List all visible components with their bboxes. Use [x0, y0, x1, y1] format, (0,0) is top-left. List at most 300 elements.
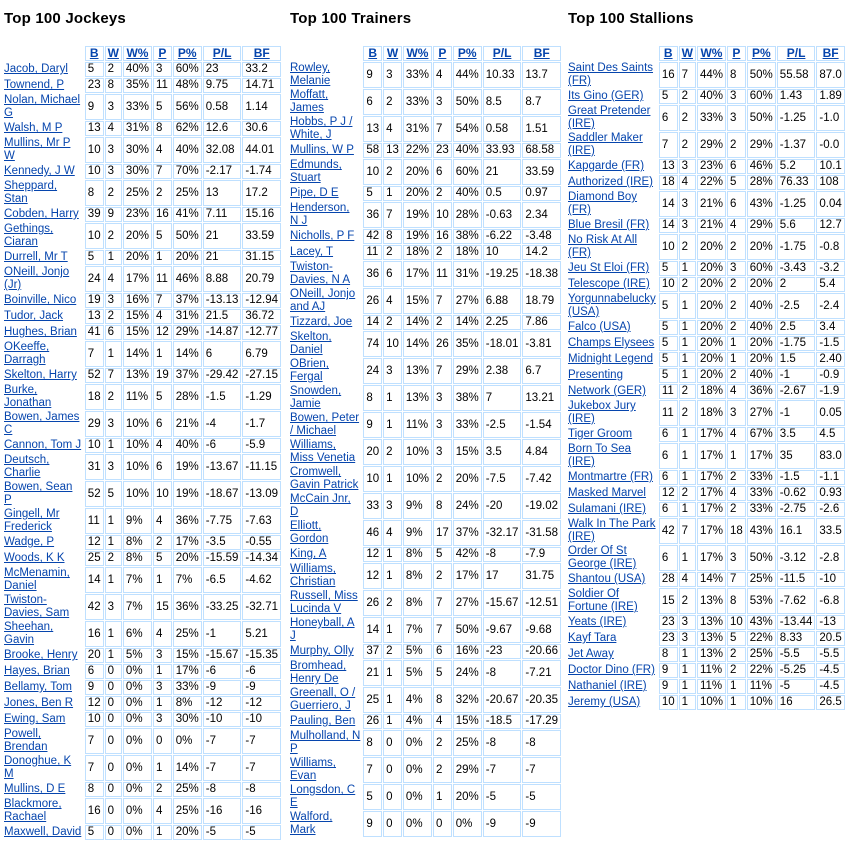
- b-cell: 6: [363, 89, 382, 115]
- profile-link[interactable]: Elliott, Gordon: [290, 520, 329, 545]
- profile-link[interactable]: Kapgarde (FR): [568, 160, 645, 172]
- profile-link[interactable]: Walk In The Park (IRE): [568, 518, 656, 543]
- sort-profit-loss-header[interactable]: P/L: [483, 46, 522, 61]
- sort-bf-header[interactable]: BF: [522, 46, 561, 61]
- profile-link[interactable]: Powell, Brendan: [4, 728, 48, 753]
- table-row: [1, 325, 281, 340]
- bf-cell: -5.5: [816, 647, 844, 662]
- name-cell: [287, 62, 362, 88]
- profile-link[interactable]: Diamond Boy (FR): [568, 191, 638, 216]
- profile-link[interactable]: Walsh, M P: [4, 122, 63, 134]
- win-pct-cell: 19%: [403, 229, 432, 244]
- place-pct-cell: 24%: [453, 493, 482, 519]
- table-row: [565, 159, 845, 174]
- profit-loss-cell: -9: [483, 811, 522, 837]
- bf-cell: 13.7: [522, 62, 561, 88]
- profile-link[interactable]: Great Pretender (IRE): [568, 105, 651, 130]
- place-pct-cell: 14%: [173, 341, 202, 367]
- p-cell: 7: [153, 164, 172, 179]
- profile-link[interactable]: Yorgunnabelucky (USA): [568, 293, 656, 318]
- profile-link[interactable]: Hobbs, P J / White, J: [290, 116, 353, 141]
- sort-p-header[interactable]: P: [153, 46, 172, 61]
- profile-link[interactable]: King, A: [290, 548, 327, 560]
- profile-link[interactable]: Honeyball, A J: [290, 617, 355, 642]
- profile-link[interactable]: Authorized (IRE): [568, 176, 654, 188]
- b-cell: 14: [363, 315, 382, 330]
- bf-cell: 33.59: [522, 159, 561, 185]
- profile-link[interactable]: Yeats (IRE): [568, 616, 627, 628]
- profile-link[interactable]: Blue Bresil (FR): [568, 219, 650, 231]
- profile-link[interactable]: Brooke, Henry: [4, 649, 78, 661]
- table-row: [1, 755, 281, 781]
- profit-loss-cell: 10: [483, 245, 522, 260]
- sort-place-pct-header[interactable]: P%: [453, 46, 482, 61]
- profit-loss-cell: -0.63: [483, 202, 522, 228]
- profile-link[interactable]: Sulamani (IRE): [568, 503, 646, 515]
- place-pct-cell: 15%: [453, 714, 482, 729]
- name-cell: [287, 159, 362, 185]
- table-row: [287, 784, 561, 810]
- profile-link[interactable]: Williams, Christian: [290, 563, 336, 588]
- profile-link[interactable]: Falco (USA): [568, 321, 631, 333]
- profile-link[interactable]: Masked Marvel: [568, 487, 646, 499]
- profile-link[interactable]: Mulholland, N P: [290, 730, 361, 755]
- profile-link[interactable]: Kayf Tara: [568, 632, 617, 644]
- profile-link[interactable]: Murphy, Olly: [290, 645, 354, 657]
- win-pct-cell: 11%: [697, 679, 726, 694]
- profile-link[interactable]: Blackmore, Rachael: [4, 798, 62, 823]
- sort-place-pct-header[interactable]: P%: [173, 46, 202, 61]
- win-pct-cell: 9%: [403, 520, 432, 546]
- place-pct-cell: 20%: [747, 277, 776, 292]
- b-cell: 8: [363, 730, 382, 756]
- name-cell: [287, 245, 362, 260]
- w-cell: 0: [105, 798, 122, 824]
- profile-link[interactable]: Donoghue, K M: [4, 755, 72, 780]
- p-cell: 2: [433, 466, 452, 492]
- profile-link[interactable]: Kennedy, J W: [4, 165, 75, 177]
- profile-link[interactable]: No Risk At All (FR): [568, 234, 638, 259]
- place-pct-cell: 38%: [453, 229, 482, 244]
- name-cell: [1, 164, 84, 179]
- name-cell: [565, 62, 658, 88]
- profile-link[interactable]: Tizzard, Joe: [290, 316, 353, 328]
- win-pct-cell: 40%: [697, 89, 726, 104]
- w-cell: 9: [105, 207, 122, 222]
- sort-win-pct-header[interactable]: W%: [403, 46, 432, 61]
- profile-link[interactable]: Network (GER): [568, 385, 646, 397]
- table-row: [565, 545, 845, 571]
- name-cell: [1, 368, 84, 383]
- profile-link[interactable]: Greenall, O / Guerriero, J: [290, 687, 356, 712]
- profile-link[interactable]: ONeill, Jonjo (Jr): [4, 266, 70, 291]
- profit-loss-cell: -32.17: [483, 520, 522, 546]
- place-pct-cell: 46%: [173, 266, 202, 292]
- b-cell: 14: [363, 617, 382, 643]
- profile-link[interactable]: Sheehan, Gavin: [4, 621, 54, 646]
- profile-link[interactable]: Bowen, Peter / Michael: [290, 412, 360, 437]
- bf-cell: -1.74: [242, 164, 281, 179]
- profile-link[interactable]: Soldier Of Fortune (IRE): [568, 588, 638, 613]
- name-cell: [1, 755, 84, 781]
- name-cell: [1, 325, 84, 340]
- table-row: [1, 454, 281, 480]
- place-pct-cell: 62%: [173, 121, 202, 136]
- table-row: [565, 572, 845, 587]
- profile-link[interactable]: Jeu St Eloi (FR): [568, 262, 650, 274]
- sort-bf-header[interactable]: BF: [816, 46, 844, 61]
- place-pct-cell: 50%: [453, 617, 482, 643]
- p-cell: 17: [433, 520, 452, 546]
- bf-cell: -13: [816, 615, 844, 630]
- w-cell: 0: [105, 712, 122, 727]
- profile-link[interactable]: Nathaniel (IRE): [568, 680, 647, 692]
- bf-cell: 33.5: [816, 518, 844, 544]
- bf-cell: -31.58: [522, 520, 561, 546]
- panel-title: Top 100 Jockeys: [4, 10, 126, 27]
- table-row: [1, 250, 281, 265]
- place-pct-cell: 33%: [173, 680, 202, 695]
- name-column-header: [565, 46, 658, 61]
- profit-loss-cell: 21: [203, 250, 242, 265]
- profile-link[interactable]: Burke, Jonathan: [4, 384, 52, 409]
- table-row: [1, 481, 281, 507]
- place-pct-cell: 14%: [173, 755, 202, 781]
- profile-link[interactable]: Champs Elysees: [568, 337, 655, 349]
- p-cell: 4: [727, 218, 746, 233]
- b-cell: 6: [659, 443, 678, 469]
- profile-link[interactable]: Its Gino (GER): [568, 90, 644, 102]
- profit-loss-cell: -18.01: [483, 331, 522, 357]
- profile-link[interactable]: Order Of St George (IRE): [568, 545, 637, 570]
- w-cell: 2: [383, 89, 402, 115]
- win-pct-cell: 0%: [123, 712, 152, 727]
- profile-link[interactable]: Jones, Ben R: [4, 697, 74, 709]
- p-cell: 2: [153, 782, 172, 797]
- profit-loss-cell: 55.58: [777, 62, 816, 88]
- profile-link[interactable]: Boinville, Nico: [4, 294, 77, 306]
- table-row: [1, 508, 281, 534]
- win-pct-cell: 33%: [403, 62, 432, 88]
- profile-link[interactable]: Maxwell, David: [4, 826, 82, 838]
- table-row: [1, 293, 281, 308]
- bf-cell: -8: [242, 782, 281, 797]
- profile-link[interactable]: Jukebox Jury (IRE): [568, 400, 636, 425]
- profile-link[interactable]: Mullins, W P: [290, 144, 354, 156]
- p-cell: 2: [153, 180, 172, 206]
- bf-cell: -10: [816, 572, 844, 587]
- profile-link[interactable]: Deutsch, Charlie: [4, 454, 50, 479]
- p-cell: 4: [153, 508, 172, 534]
- sort-b-header[interactable]: B: [363, 46, 382, 61]
- sort-p-header[interactable]: P: [433, 46, 452, 61]
- profile-link[interactable]: Bromhead, Henry De: [290, 660, 347, 685]
- b-cell: 42: [659, 518, 678, 544]
- profile-link[interactable]: Pipe, D E: [290, 187, 339, 199]
- profile-link[interactable]: Bowen, James C: [4, 411, 80, 436]
- profit-loss-cell: -8: [203, 782, 242, 797]
- profile-link[interactable]: Russell, Miss Lucinda V: [290, 590, 358, 615]
- profile-link[interactable]: Bellamy, Tom: [4, 681, 72, 693]
- b-cell: 8: [85, 180, 104, 206]
- b-cell: 11: [659, 384, 678, 399]
- win-pct-cell: 17%: [697, 443, 726, 469]
- w-cell: 4: [383, 288, 402, 314]
- name-cell: [565, 572, 658, 587]
- w-cell: 0: [105, 825, 122, 840]
- profile-link[interactable]: Cannon, Tom J: [4, 439, 82, 451]
- place-pct-cell: 50%: [747, 545, 776, 571]
- b-cell: 24: [85, 266, 104, 292]
- profile-link[interactable]: Henderson, N J: [290, 202, 350, 227]
- place-pct-cell: 25%: [453, 730, 482, 756]
- win-pct-cell: 20%: [123, 250, 152, 265]
- profile-link[interactable]: Mullins, Mr P W: [4, 137, 71, 162]
- profile-link[interactable]: Cromwell, Gavin Patrick: [290, 466, 359, 491]
- place-pct-cell: 25%: [173, 782, 202, 797]
- profile-link[interactable]: Williams, Miss Venetia: [290, 439, 356, 464]
- name-cell: [287, 288, 362, 314]
- profile-link[interactable]: Woods, K K: [4, 552, 65, 564]
- place-pct-cell: 28%: [453, 202, 482, 228]
- profile-link[interactable]: OBrien, Fergal: [290, 358, 329, 383]
- profit-loss-cell: -33.25: [203, 594, 242, 620]
- profile-link[interactable]: Saddler Maker (IRE): [568, 132, 643, 157]
- profile-link[interactable]: Williams, Evan: [290, 757, 336, 782]
- profit-loss-cell: 2.25: [483, 315, 522, 330]
- win-pct-cell: 14%: [403, 315, 432, 330]
- header-row: [287, 46, 561, 61]
- profile-link[interactable]: Sheppard, Stan: [4, 180, 58, 205]
- b-cell: 6: [659, 427, 678, 442]
- b-cell: 20: [363, 439, 382, 465]
- profit-loss-cell: -3.5: [203, 535, 242, 550]
- b-cell: 26: [363, 590, 382, 616]
- b-cell: 10: [659, 234, 678, 260]
- profile-link[interactable]: OKeeffe, Darragh: [4, 341, 50, 366]
- profile-link[interactable]: Twiston-Davies, Sam: [4, 594, 70, 619]
- profile-link[interactable]: Presenting: [568, 369, 623, 381]
- name-cell: [287, 520, 362, 546]
- win-pct-cell: 40%: [123, 62, 152, 77]
- win-pct-cell: 0%: [123, 825, 152, 840]
- profile-link[interactable]: Snowden, Jamie: [290, 385, 342, 410]
- profit-loss-cell: -1.75: [777, 234, 816, 260]
- place-pct-cell: 20%: [173, 250, 202, 265]
- profile-link[interactable]: Hughes, Brian: [4, 326, 77, 338]
- profile-link[interactable]: Durrell, Mr T: [4, 251, 68, 263]
- b-cell: 5: [363, 186, 382, 201]
- place-pct-cell: 43%: [747, 615, 776, 630]
- profile-link[interactable]: McMenamin, Daniel: [4, 567, 70, 592]
- name-cell: [1, 250, 84, 265]
- b-cell: 5: [85, 62, 104, 77]
- profile-link[interactable]: Edmunds, Stuart: [290, 159, 342, 184]
- profile-link[interactable]: Montmartre (FR): [568, 471, 653, 483]
- w-cell: 7: [383, 202, 402, 228]
- profile-link[interactable]: Ewing, Sam: [4, 713, 66, 725]
- p-cell: 11: [433, 261, 452, 287]
- profile-link[interactable]: Midnight Legend: [568, 353, 654, 365]
- table-row: [287, 62, 561, 88]
- profile-link[interactable]: ONeill, Jonjo and AJ: [290, 288, 356, 313]
- place-pct-cell: 29%: [747, 218, 776, 233]
- win-pct-cell: 8%: [403, 563, 432, 589]
- profile-link[interactable]: Mullins, D E: [4, 783, 66, 795]
- w-cell: 1: [679, 679, 696, 694]
- profile-link[interactable]: Longsdon, C E: [290, 784, 356, 809]
- profile-link[interactable]: Skelton, Harry: [4, 369, 77, 381]
- p-cell: 8: [727, 588, 746, 614]
- profile-link[interactable]: Jacob, Daryl: [4, 63, 68, 75]
- name-cell: [287, 412, 362, 438]
- sort-p-header[interactable]: P: [727, 46, 746, 61]
- sort-bf-header[interactable]: BF: [242, 46, 281, 61]
- p-cell: 3: [153, 712, 172, 727]
- profile-link[interactable]: Pauling, Ben: [290, 715, 356, 727]
- b-cell: 31: [85, 454, 104, 480]
- trainers-table: [286, 45, 562, 838]
- w-cell: 1: [105, 438, 122, 453]
- p-cell: 2: [727, 277, 746, 292]
- profit-loss-cell: 35: [777, 443, 816, 469]
- p-cell: 1: [727, 443, 746, 469]
- profile-link[interactable]: Tiger Groom: [568, 428, 633, 440]
- name-cell: [565, 588, 658, 614]
- profile-link[interactable]: McCain Jnr, D: [290, 493, 351, 518]
- bf-cell: -1.54: [522, 412, 561, 438]
- profile-link[interactable]: Hayes, Brian: [4, 665, 70, 677]
- sort-profit-loss-header[interactable]: P/L: [203, 46, 242, 61]
- w-cell: 2: [105, 180, 122, 206]
- place-pct-cell: 27%: [453, 590, 482, 616]
- profit-loss-cell: 32.08: [203, 137, 242, 163]
- place-pct-cell: 30%: [173, 712, 202, 727]
- place-pct-cell: 40%: [453, 186, 482, 201]
- sort-place-pct-header[interactable]: P%: [747, 46, 776, 61]
- sort-w-header[interactable]: W: [679, 46, 696, 61]
- profit-loss-cell: 5.6: [777, 218, 816, 233]
- sort-b-header[interactable]: B: [659, 46, 678, 61]
- profile-link[interactable]: Cobden, Harry: [4, 208, 79, 220]
- sort-win-pct-header[interactable]: W%: [123, 46, 152, 61]
- profile-link[interactable]: Townend, P: [4, 79, 65, 91]
- win-pct-cell: 14%: [697, 572, 726, 587]
- place-pct-cell: 17%: [173, 535, 202, 550]
- w-cell: 3: [679, 631, 696, 646]
- table-row: [565, 89, 845, 104]
- b-cell: 12: [85, 535, 104, 550]
- profile-link[interactable]: Telescope (IRE): [568, 278, 650, 290]
- name-cell: [287, 315, 362, 330]
- win-pct-cell: 20%: [697, 320, 726, 335]
- name-cell: [1, 664, 84, 679]
- w-cell: 0: [105, 680, 122, 695]
- w-cell: 3: [105, 94, 122, 120]
- profit-loss-cell: -23: [483, 644, 522, 659]
- profile-link[interactable]: Rowley, Melanie: [290, 62, 331, 87]
- profile-link[interactable]: Skelton, Daniel: [290, 331, 332, 356]
- b-cell: 10: [85, 137, 104, 163]
- profit-loss-cell: -13.67: [203, 454, 242, 480]
- sort-b-header[interactable]: B: [85, 46, 104, 61]
- win-pct-cell: 9%: [403, 493, 432, 519]
- profile-link[interactable]: Doctor Dino (FR): [568, 664, 655, 676]
- profile-link[interactable]: Saint Des Saints (FR): [568, 62, 654, 87]
- table-row: [565, 336, 845, 351]
- name-cell: [1, 621, 84, 647]
- profit-loss-cell: -6.5: [203, 567, 242, 593]
- profile-link[interactable]: Nicholls, P F: [290, 230, 355, 242]
- profile-link[interactable]: Jeremy (USA): [568, 696, 641, 708]
- profit-loss-cell: -6: [203, 438, 242, 453]
- profile-link[interactable]: Walford, Mark: [290, 811, 333, 836]
- win-pct-cell: 20%: [697, 293, 726, 319]
- bf-cell: -7.42: [522, 466, 561, 492]
- profit-loss-cell: -1.25: [777, 191, 816, 217]
- profile-link[interactable]: Jet Away: [568, 648, 614, 660]
- sort-w-header[interactable]: W: [105, 46, 122, 61]
- place-pct-cell: 33%: [747, 470, 776, 485]
- profile-link[interactable]: Gethings, Ciaran: [4, 223, 54, 248]
- stallions-table: [564, 45, 846, 711]
- table-row: [287, 288, 561, 314]
- name-cell: [1, 121, 84, 136]
- profit-loss-cell: -7: [203, 728, 242, 754]
- win-pct-cell: 17%: [697, 502, 726, 517]
- name-cell: [1, 798, 84, 824]
- profile-link[interactable]: Born To Sea (IRE): [568, 443, 632, 468]
- p-cell: 11: [153, 78, 172, 93]
- p-cell: 4: [153, 137, 172, 163]
- sort-win-pct-header[interactable]: W%: [697, 46, 726, 61]
- p-cell: 16: [433, 229, 452, 244]
- b-cell: 9: [363, 811, 382, 837]
- win-pct-cell: 13%: [403, 385, 432, 411]
- bf-cell: 1.51: [522, 116, 561, 142]
- profile-link[interactable]: Bowen, Sean P: [4, 481, 73, 506]
- sort-w-header[interactable]: W: [383, 46, 402, 61]
- profile-link[interactable]: Moffatt, James: [290, 89, 329, 114]
- name-cell: [565, 631, 658, 646]
- profile-link[interactable]: Wadge, P: [4, 536, 55, 548]
- profile-link[interactable]: Twiston-Davies, N A: [290, 261, 351, 286]
- bf-cell: 1.89: [816, 89, 844, 104]
- bf-cell: 2.40: [816, 352, 844, 367]
- win-pct-cell: 23%: [123, 207, 152, 222]
- profile-link[interactable]: Tudor, Jack: [4, 310, 64, 322]
- table-row: [1, 180, 281, 206]
- profit-loss-cell: 0.58: [203, 94, 242, 120]
- b-cell: 26: [363, 288, 382, 314]
- sort-profit-loss-header[interactable]: P/L: [777, 46, 816, 61]
- table-row: [565, 175, 845, 190]
- bf-cell: 68.58: [522, 143, 561, 158]
- win-pct-cell: 13%: [697, 615, 726, 630]
- profile-link[interactable]: Nolan, Michael G: [4, 94, 81, 119]
- profile-link[interactable]: Shantou (USA): [568, 573, 646, 585]
- name-cell: [565, 234, 658, 260]
- profile-link[interactable]: Lacey, T: [290, 246, 334, 258]
- bf-cell: 20.79: [242, 266, 281, 292]
- name-cell: [1, 825, 84, 840]
- profile-link[interactable]: Gingell, Mr Frederick: [4, 508, 60, 533]
- name-cell: [287, 784, 362, 810]
- name-cell: [1, 648, 84, 663]
- profit-loss-cell: 2: [777, 277, 816, 292]
- place-pct-cell: 40%: [747, 293, 776, 319]
- place-pct-cell: 20%: [173, 551, 202, 566]
